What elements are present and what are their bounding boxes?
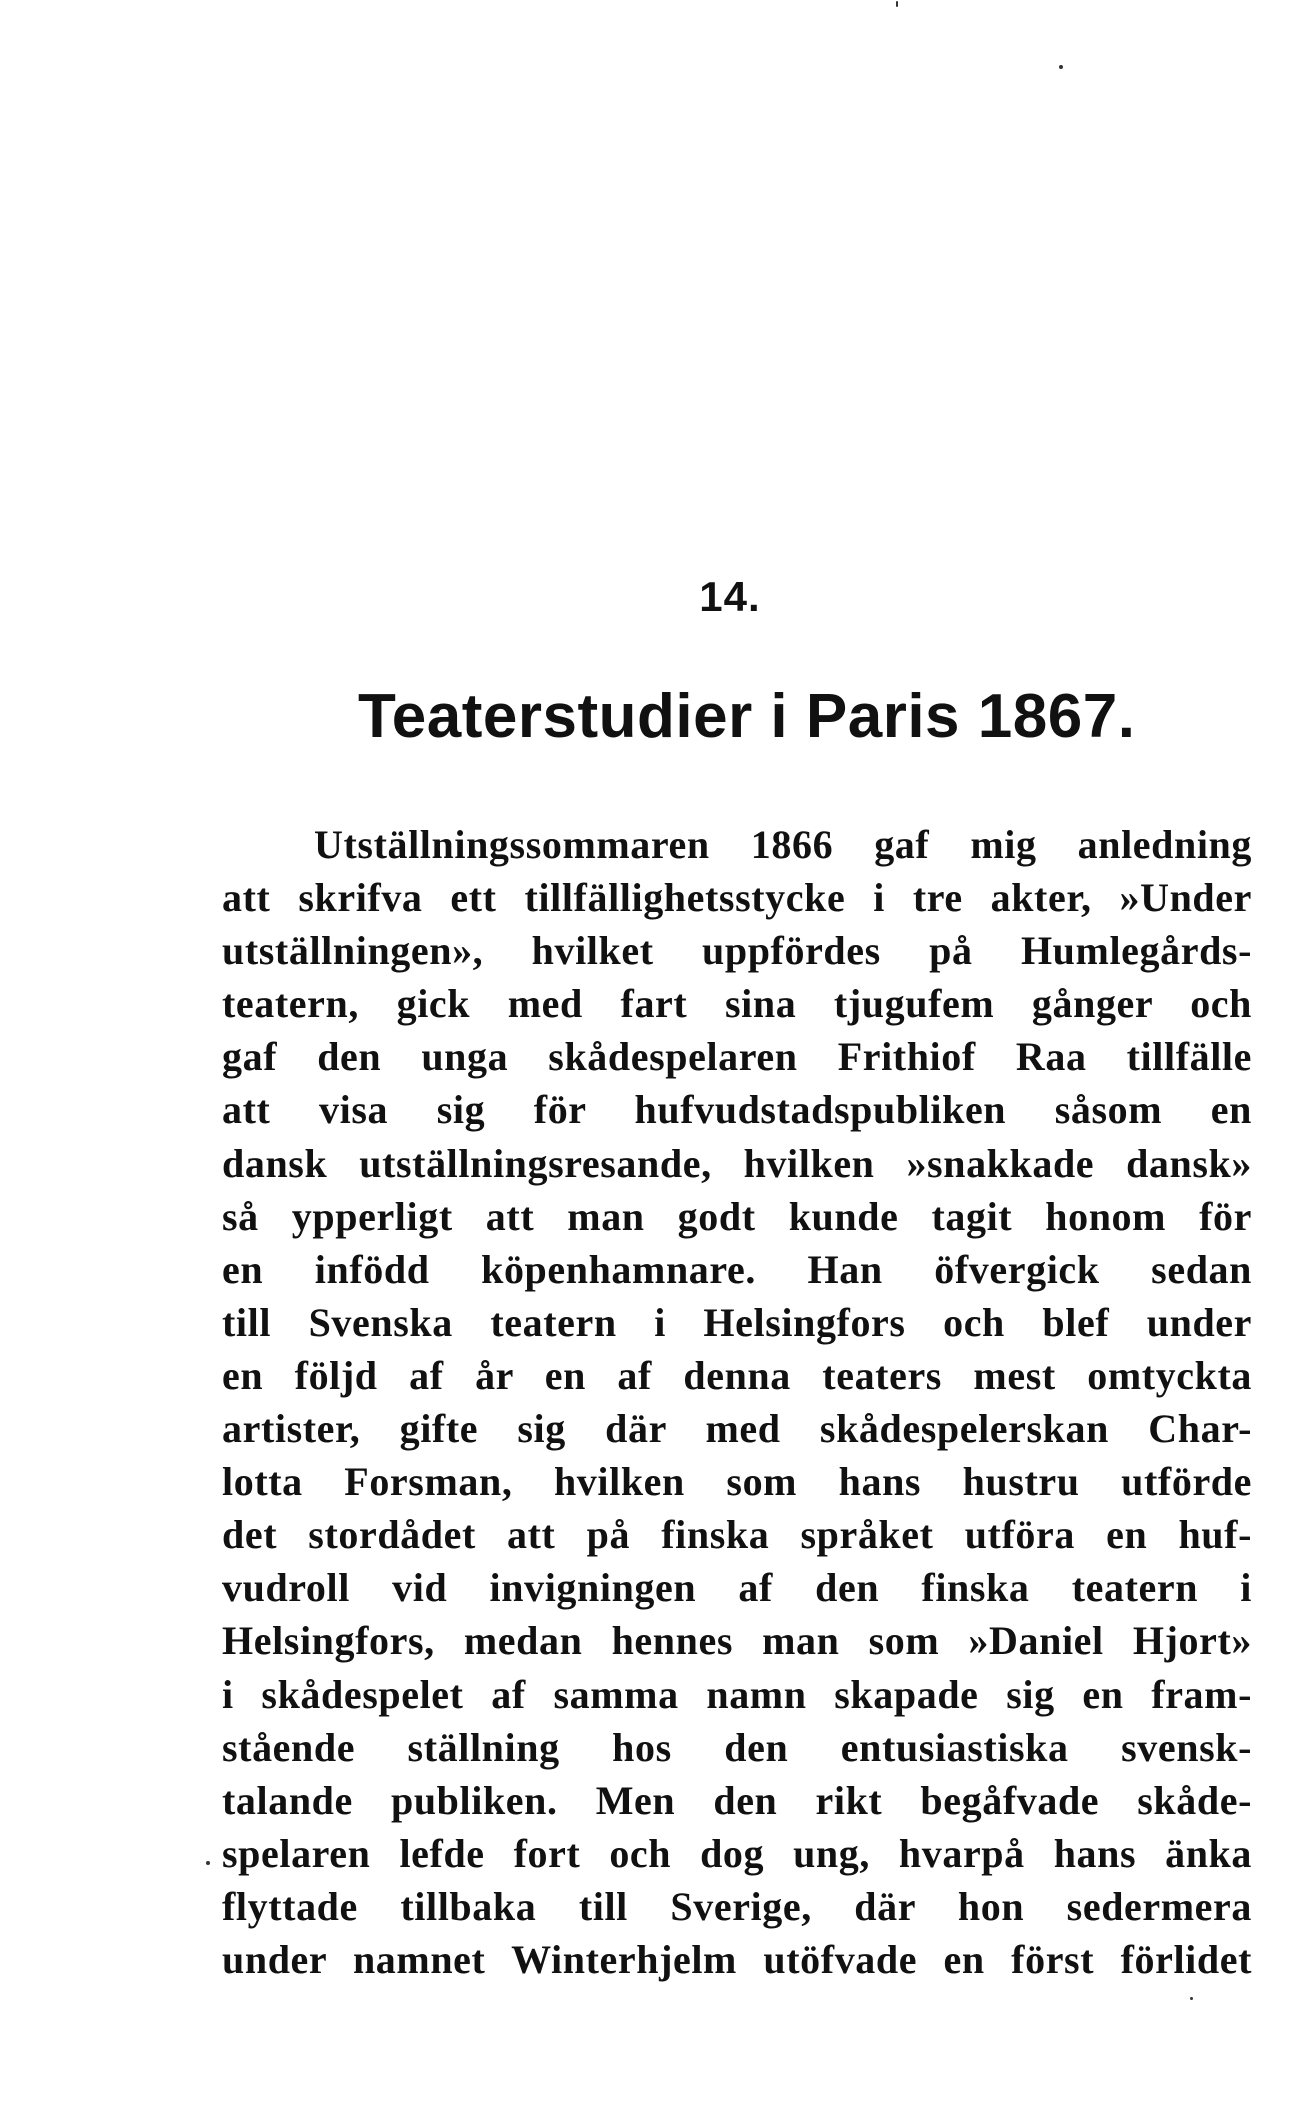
text-line: till Svenska teatern i Helsingfors och blef under <box>222 1299 1252 1345</box>
text-line: så ypperligt att man godt kunde tagit honom för <box>222 1193 1252 1239</box>
text-line: Helsingfors, medan hennes man som »Daniel Hjort» <box>222 1618 1252 1664</box>
text-line: att visa sig för hufvudstadspubliken såsom en <box>222 1087 1252 1133</box>
text-line: talande publiken. Men den rikt begåfvade skåde- <box>222 1777 1252 1823</box>
text-line: Utställningssommaren 1866 gaf mig anledning <box>314 822 1252 867</box>
text-line: under namnet Winterhjelm utöfvade en först förlidet <box>222 1936 1252 1982</box>
text-line: lotta Forsman, hvilken som hans hustru utförde <box>222 1459 1252 1505</box>
text-line: dansk utställningsresande, hvilken »snakkade dansk» <box>222 1140 1252 1186</box>
text-line: en infödd köpenhamnare. Han öfvergick sedan <box>222 1246 1252 1292</box>
scan-speck <box>896 1 898 7</box>
text-line: gaf den unga skådespelaren Frithiof Raa tillfälle <box>222 1034 1252 1080</box>
text-line: vudroll vid invigningen af den finska teatern i <box>222 1565 1252 1611</box>
scan-speck <box>206 1861 210 1865</box>
text-line: det stordådet att på finska språket utföra en huf- <box>222 1512 1252 1558</box>
chapter-number: 14. <box>699 573 761 620</box>
text-line: stående ställning hos den entusiastiska svensk- <box>222 1724 1252 1770</box>
text-line: artister, gifte sig där med skådespelerskan Char- <box>222 1406 1252 1452</box>
text-line: spelaren lefde fort och dog ung, hvarpå hans änka <box>222 1830 1252 1876</box>
text-line: teatern, gick med fart sina tjugufem gånger och <box>222 981 1252 1027</box>
text-line: i skådespelet af samma namn skapade sig en fram- <box>222 1671 1252 1717</box>
scan-speck <box>1190 1997 1193 2000</box>
text-line: flyttade tillbaka till Sverige, där hon sedermera <box>222 1883 1252 1929</box>
body-paragraph <box>222 818 1252 1986</box>
scan-speck <box>1059 65 1063 69</box>
text-line: utställningen», hvilket uppfördes på Humlegårds- <box>222 928 1252 974</box>
text-line: en följd af år en af denna teaters mest omtyckta <box>222 1352 1252 1398</box>
chapter-title: Teaterstudier i Paris 1867. <box>358 682 1136 751</box>
text-line: att skrifva ett tillfällighetsstycke i tre akter, »Under <box>222 875 1252 921</box>
